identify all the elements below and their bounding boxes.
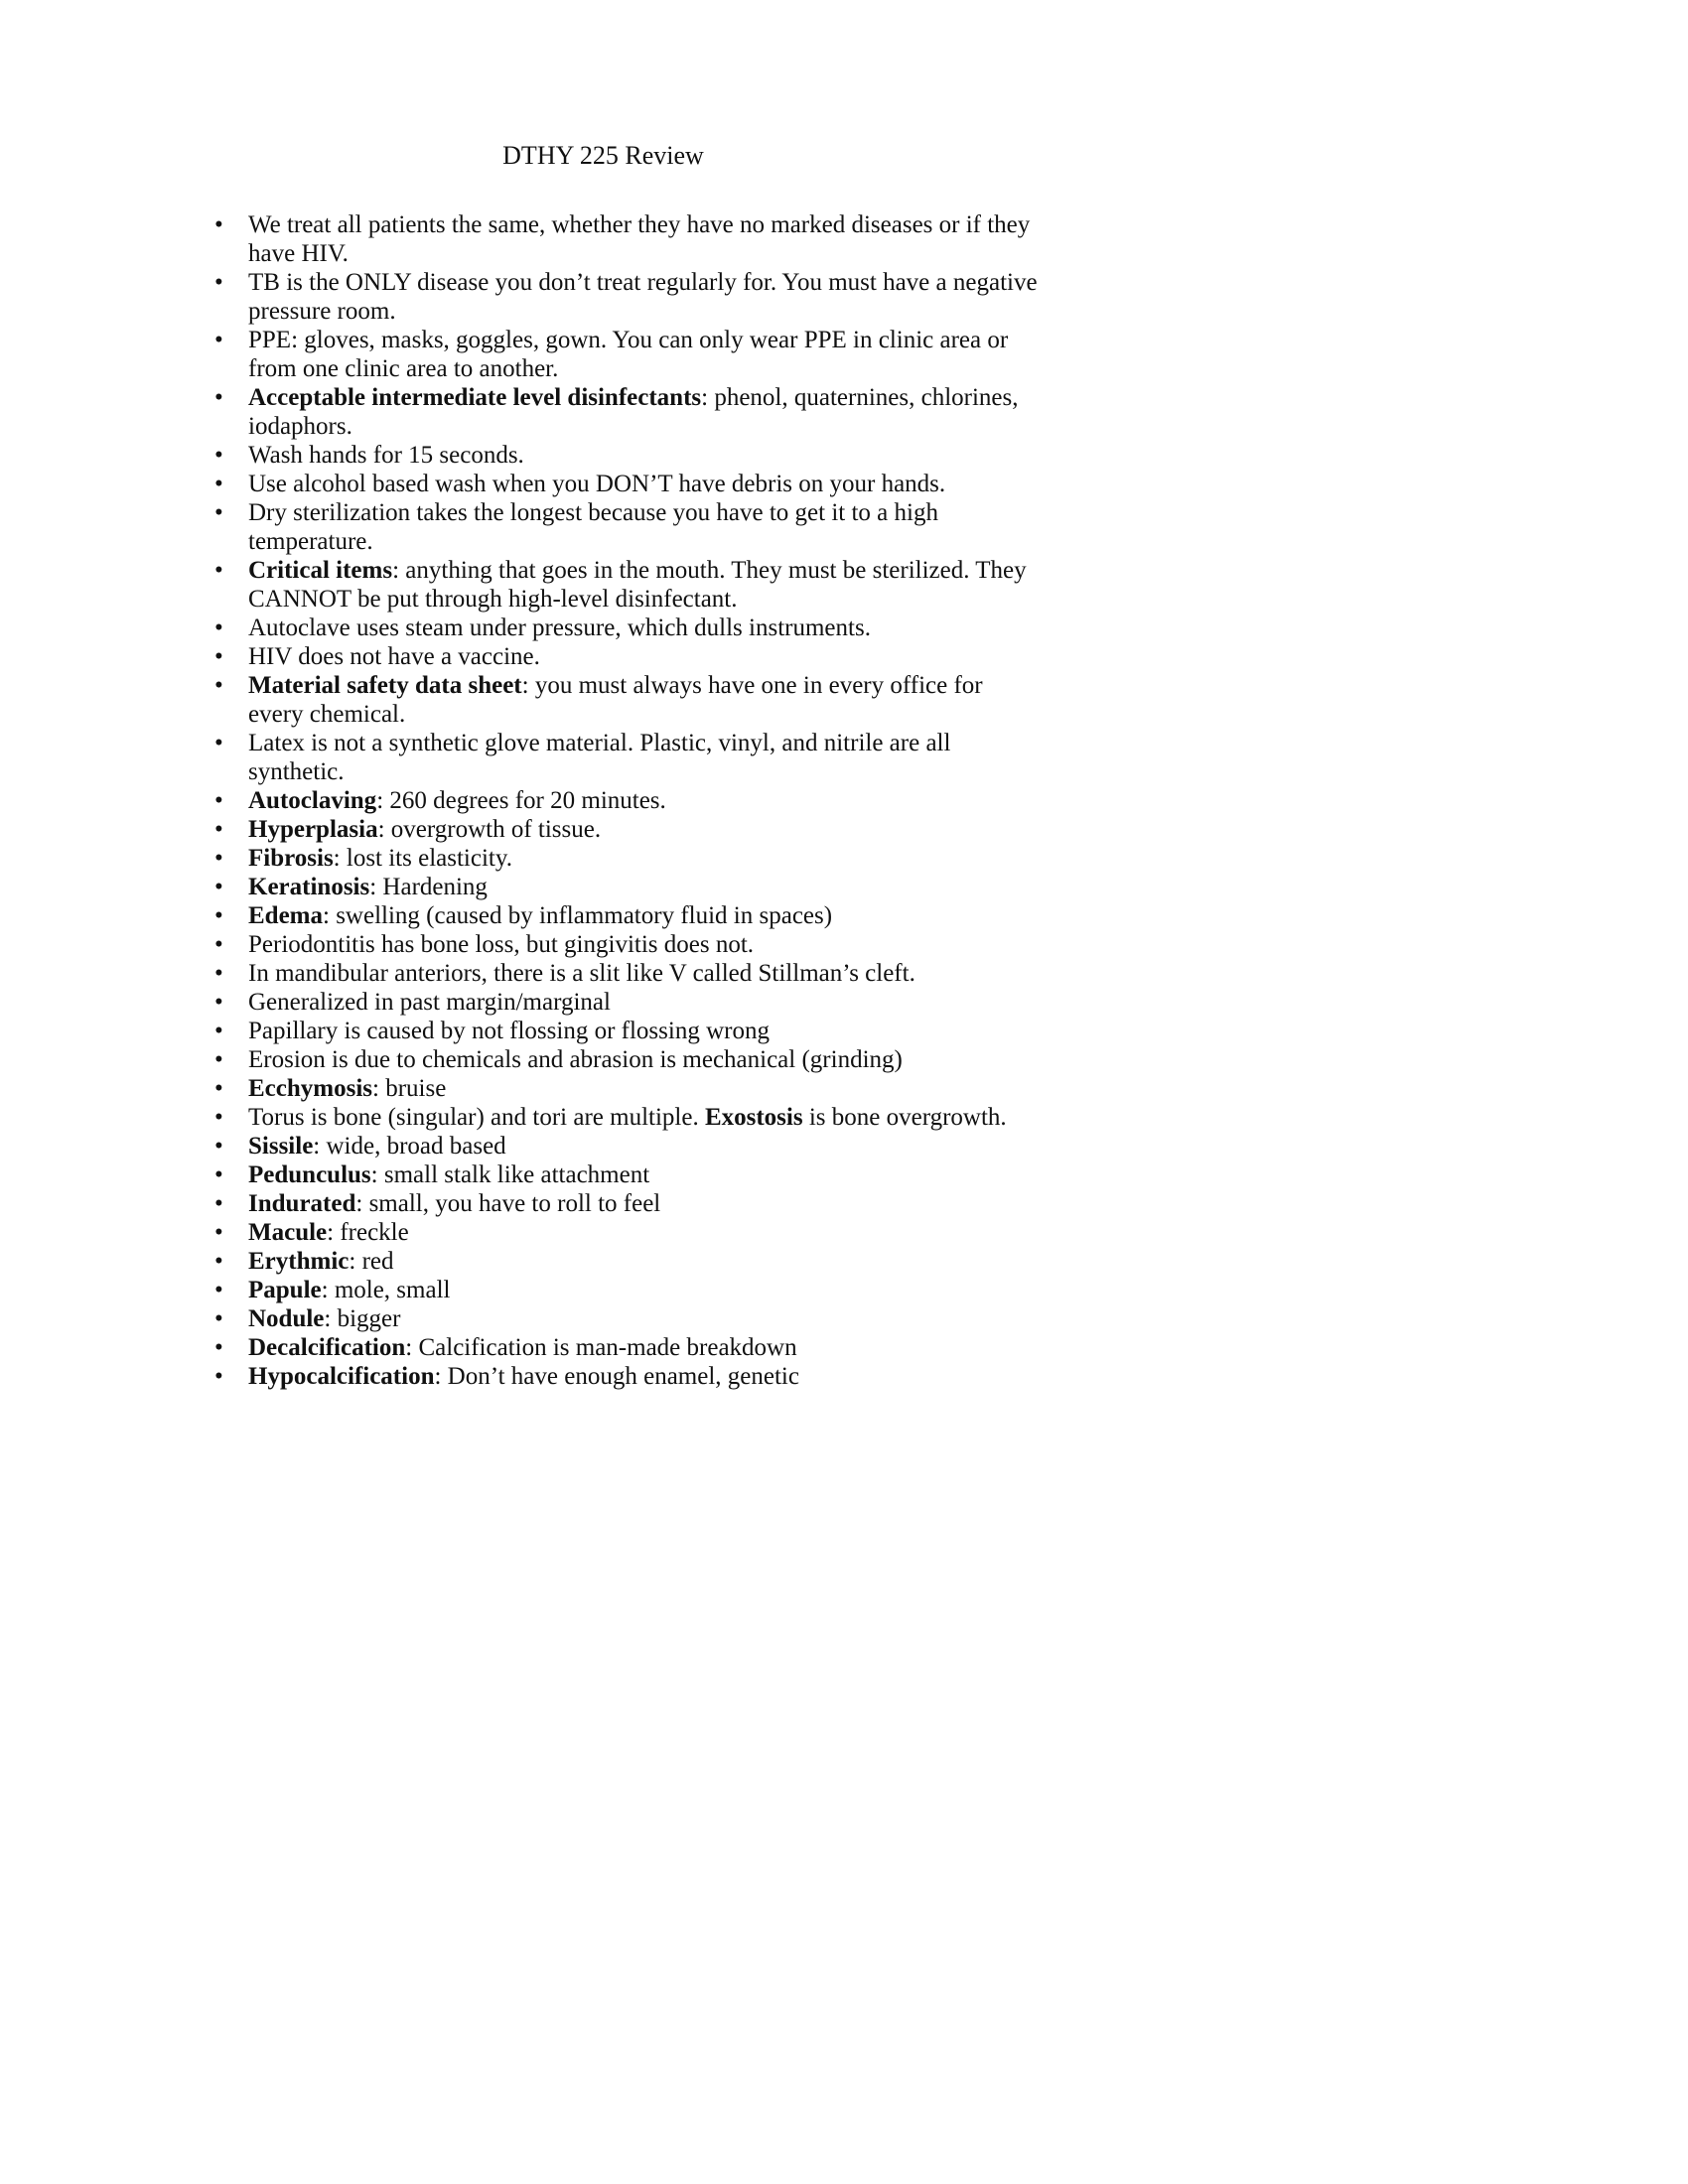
text-segment: HIV does not have a vaccine. — [248, 643, 540, 670]
list-item — [169, 1276, 1038, 1304]
list-item — [169, 642, 1038, 671]
term-bold: Acceptable intermediate level disinfectants — [248, 384, 702, 411]
list-item — [169, 873, 1038, 901]
list-item — [169, 988, 1038, 1017]
term-bold: Hypocalcification — [248, 1363, 435, 1390]
text-segment: Papillary is caused by not flossing or flossing wrong — [248, 1018, 770, 1044]
text-segment: : swelling (caused by inflammatory fluid in spaces) — [323, 902, 833, 929]
text-segment: is bone overgrowth. — [802, 1104, 1007, 1131]
text-segment: : anything that goes in the mouth. They must be sterilized. They CANNOT be put through high-level disinfectant. — [248, 557, 1027, 613]
term-bold: Indurated — [248, 1190, 356, 1217]
term-bold: Ecchymosis — [248, 1075, 372, 1102]
list-item — [169, 1362, 1038, 1391]
text-segment: TB is the ONLY disease you don’t treat regularly for. You must have a negative pressure room. — [248, 269, 1038, 325]
list-item — [169, 498, 1038, 556]
term-bold: Exostosis — [704, 1104, 803, 1131]
term-bold: Macule — [248, 1219, 328, 1246]
list-item — [169, 326, 1038, 383]
text-segment: : small, you have to roll to feel — [355, 1190, 661, 1217]
term-bold: Fibrosis — [248, 845, 334, 872]
text-segment: : bigger — [324, 1305, 401, 1332]
list-item — [169, 556, 1038, 614]
document-title: DTHY 225 Review — [502, 141, 704, 170]
list-item — [169, 1218, 1038, 1247]
list-item — [169, 1189, 1038, 1218]
term-bold: Material safety data sheet — [248, 672, 522, 699]
text-segment: PPE: gloves, masks, goggles, gown. You can only wear PPE in clinic area or from one clinic area to another. — [248, 327, 1009, 382]
text-segment: : red — [349, 1248, 394, 1275]
text-segment: : Hardening — [369, 874, 488, 900]
list-item — [169, 959, 1038, 988]
list-item — [169, 1304, 1038, 1333]
term-bold: Papule — [248, 1277, 322, 1303]
term-bold: Hyperplasia — [248, 816, 378, 843]
text-segment: : 260 degrees for 20 minutes. — [376, 787, 666, 814]
list-item — [169, 844, 1038, 873]
text-segment: : wide, broad based — [313, 1133, 506, 1160]
text-segment: : mole, small — [321, 1277, 451, 1303]
term-bold: Critical items — [248, 557, 393, 584]
text-segment: : Calcification is man-made breakdown — [405, 1334, 797, 1361]
text-segment: Latex is not a synthetic glove material. Plastic, vinyl, and nitrile are all synthetic. — [248, 730, 951, 785]
text-segment: Generalized in past margin/marginal — [248, 989, 611, 1016]
text-segment: Periodontitis has bone loss, but gingivitis does not. — [248, 931, 755, 958]
text-segment: Erosion is due to chemicals and abrasion is mechanical (grinding) — [248, 1046, 903, 1073]
list-item — [169, 1074, 1038, 1103]
term-bold: Edema — [248, 902, 323, 929]
list-item — [169, 901, 1038, 930]
list-item — [169, 1132, 1038, 1160]
text-segment: : overgrowth of tissue. — [377, 816, 602, 843]
list-item — [169, 383, 1038, 441]
text-segment: Dry sterilization takes the longest because you have to get it to a high temperature. — [248, 499, 938, 555]
list-item — [169, 210, 1038, 268]
text-segment: Use alcohol based wash when you DON’T have debris on your hands. — [248, 471, 946, 497]
list-item — [169, 1247, 1038, 1276]
text-segment: Torus is bone (singular) and tori are multiple. — [248, 1104, 705, 1131]
text-segment: We treat all patients the same, whether they have no marked diseases or if they have HIV. — [248, 211, 1031, 267]
list-item — [169, 470, 1038, 498]
term-bold: Sissile — [248, 1133, 314, 1160]
text-segment: : freckle — [327, 1219, 409, 1246]
term-bold: Keratinosis — [248, 874, 370, 900]
list-item — [169, 729, 1038, 786]
list-item — [169, 786, 1038, 815]
term-bold: Decalcification — [248, 1334, 406, 1361]
list-item — [169, 1103, 1038, 1132]
term-bold: Nodule — [248, 1305, 325, 1332]
text-segment: In mandibular anteriors, there is a slit like V called Stillman’s cleft. — [248, 960, 915, 987]
review-list — [169, 210, 1038, 1391]
list-item — [169, 1045, 1038, 1074]
term-bold: Autoclaving — [248, 787, 377, 814]
list-item — [169, 268, 1038, 326]
list-item — [169, 671, 1038, 729]
text-segment: Wash hands for 15 seconds. — [248, 442, 524, 469]
text-segment: : Don’t have enough enamel, genetic — [434, 1363, 799, 1390]
list-item — [169, 1333, 1038, 1362]
text-segment: : bruise — [372, 1075, 447, 1102]
text-segment: Autoclave uses steam under pressure, which dulls instruments. — [248, 614, 871, 641]
list-item — [169, 815, 1038, 844]
list-item — [169, 441, 1038, 470]
document-page — [169, 141, 1038, 1391]
text-segment: : phenol, quaternines, chlorines, iodaphors. — [248, 384, 1019, 440]
term-bold: Erythmic — [248, 1248, 350, 1275]
text-segment: : you must always have one in every office for every chemical. — [248, 672, 983, 728]
list-item — [169, 930, 1038, 959]
text-segment: : lost its elasticity. — [333, 845, 512, 872]
list-item — [169, 1160, 1038, 1189]
term-bold: Pedunculus — [248, 1161, 371, 1188]
list-item — [169, 1017, 1038, 1045]
text-segment: : small stalk like attachment — [370, 1161, 650, 1188]
list-item — [169, 614, 1038, 642]
